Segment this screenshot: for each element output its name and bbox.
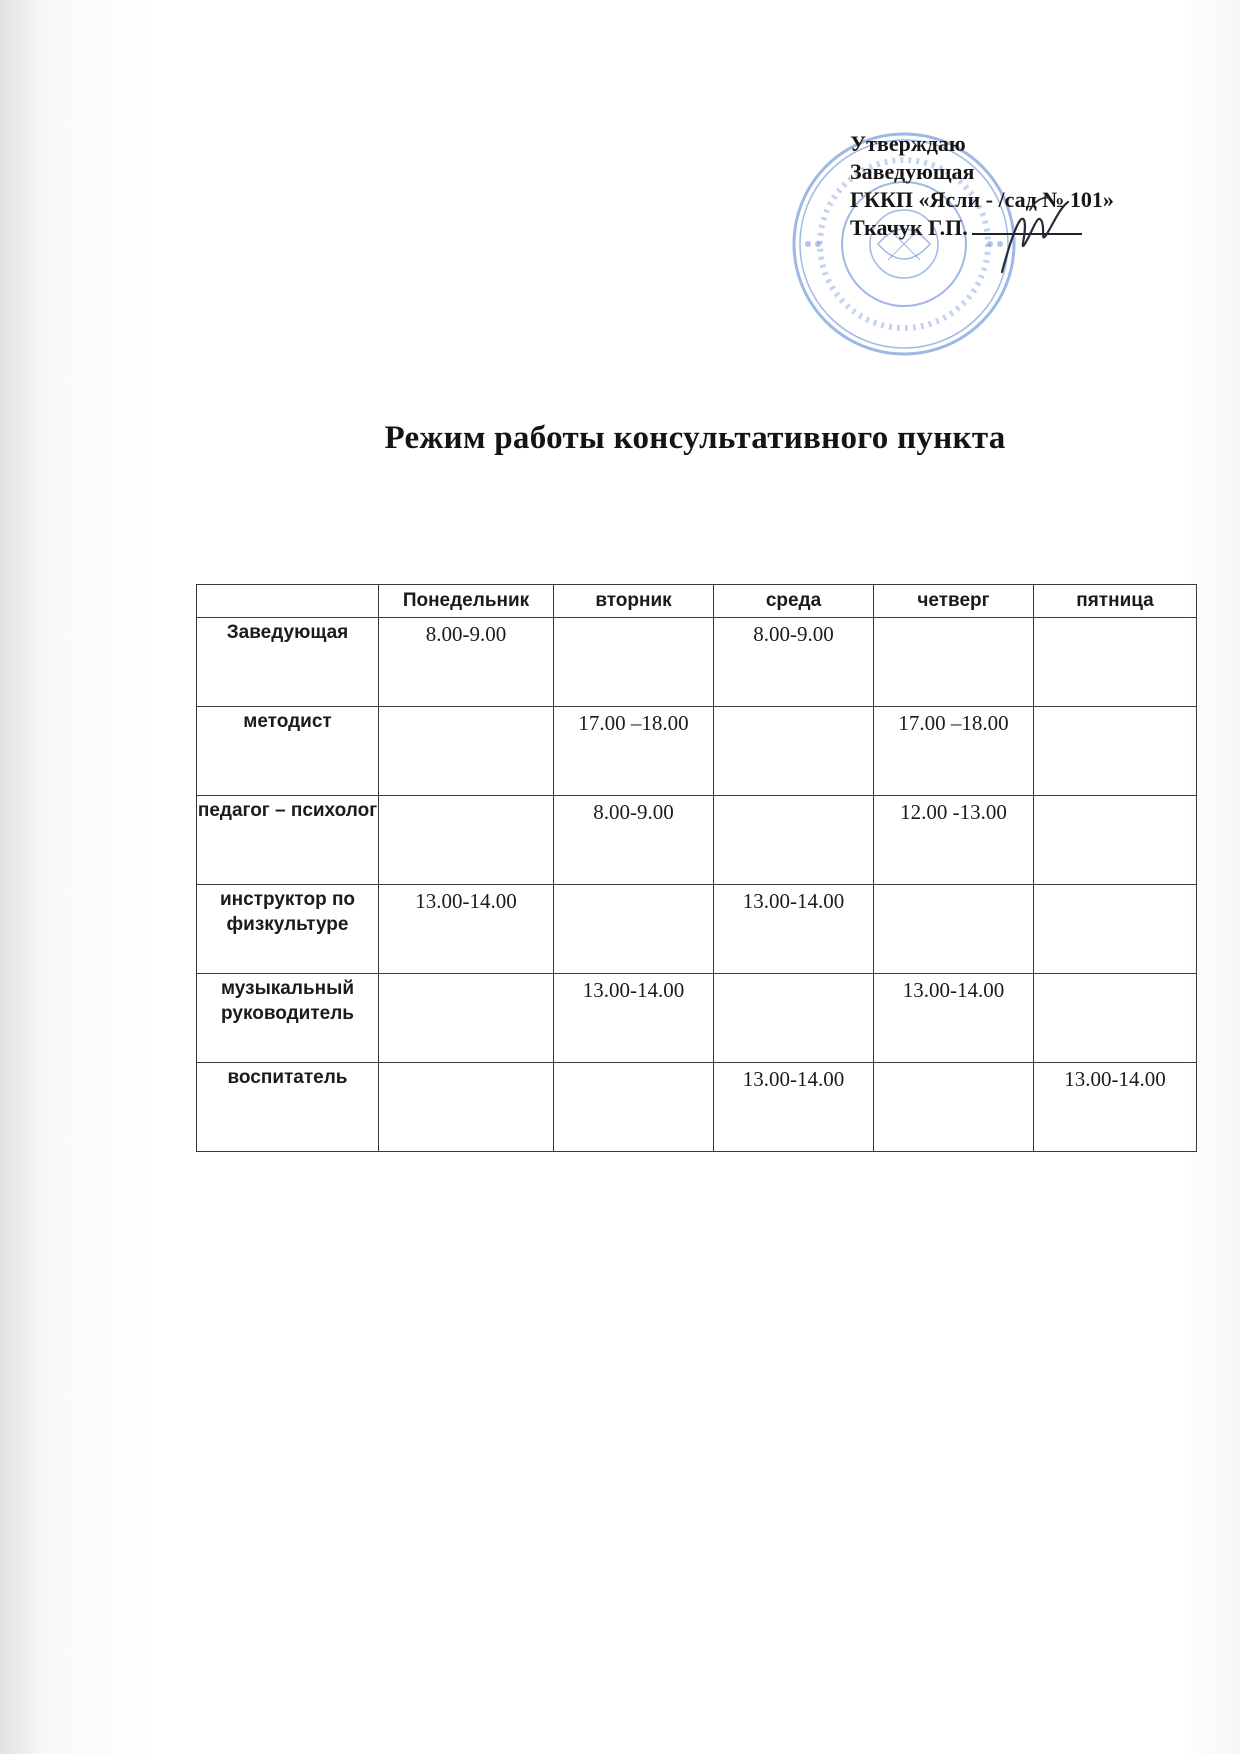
approval-line-2: Заведующая (850, 159, 975, 184)
table-row (197, 885, 1197, 974)
time-cell: 13.00-14.00 (1034, 1063, 1197, 1152)
time-cell (554, 1063, 714, 1152)
schedule-table (196, 584, 1197, 1152)
table-row (197, 618, 1197, 707)
time-cell: 17.00 –18.00 (554, 707, 714, 796)
approval-line-1: Утверждаю (850, 131, 966, 156)
time-cell (1034, 885, 1197, 974)
header-cell-empty (197, 585, 379, 618)
time-cell (379, 796, 554, 885)
role-cell: инструктор по физкультуре (197, 885, 379, 974)
time-cell (1034, 618, 1197, 707)
time-cell: 17.00 –18.00 (874, 707, 1034, 796)
approval-line-3: ГККП «Ясли - /сад № 101» (850, 187, 1114, 212)
time-cell: 13.00-14.00 (714, 885, 874, 974)
time-cell (379, 707, 554, 796)
approver-name: Ткачук Г.П. (850, 215, 968, 240)
time-cell (1034, 707, 1197, 796)
time-cell: 13.00-14.00 (874, 974, 1034, 1063)
table-row (197, 1063, 1197, 1152)
time-cell (714, 796, 874, 885)
time-cell: 13.00-14.00 (379, 885, 554, 974)
role-cell: музыкальный руководитель (197, 974, 379, 1063)
header-cell-tuesday: вторник (554, 585, 714, 618)
time-cell (554, 885, 714, 974)
role-cell: педагог – психолог (197, 796, 379, 885)
time-cell (379, 1063, 554, 1152)
time-cell (379, 974, 554, 1063)
table-header-row (197, 585, 1197, 618)
table-row (197, 974, 1197, 1063)
time-cell: 8.00-9.00 (379, 618, 554, 707)
time-cell (554, 618, 714, 707)
role-cell: методист (197, 707, 379, 796)
header-cell-thursday: четверг (874, 585, 1034, 618)
handwritten-signature (990, 172, 1080, 282)
time-cell (1034, 974, 1197, 1063)
time-cell: 8.00-9.00 (714, 618, 874, 707)
time-cell: 8.00-9.00 (554, 796, 714, 885)
time-cell (1034, 796, 1197, 885)
table-row (197, 796, 1197, 885)
time-cell: 13.00-14.00 (554, 974, 714, 1063)
time-cell (874, 618, 1034, 707)
document-title: Режим работы консультативного пункта (384, 420, 1006, 456)
time-cell (714, 974, 874, 1063)
table-row (197, 707, 1197, 796)
header-cell-wednesday: среда (714, 585, 874, 618)
time-cell: 13.00-14.00 (714, 1063, 874, 1152)
time-cell (874, 885, 1034, 974)
role-cell: воспитатель (197, 1063, 379, 1152)
header-cell-friday: пятница (1034, 585, 1197, 618)
time-cell (714, 707, 874, 796)
time-cell: 12.00 -13.00 (874, 796, 1034, 885)
scan-shadow (0, 0, 38, 1754)
header-cell-monday: Понедельник (379, 585, 554, 618)
time-cell (874, 1063, 1034, 1152)
role-cell: Заведующая (197, 618, 379, 707)
